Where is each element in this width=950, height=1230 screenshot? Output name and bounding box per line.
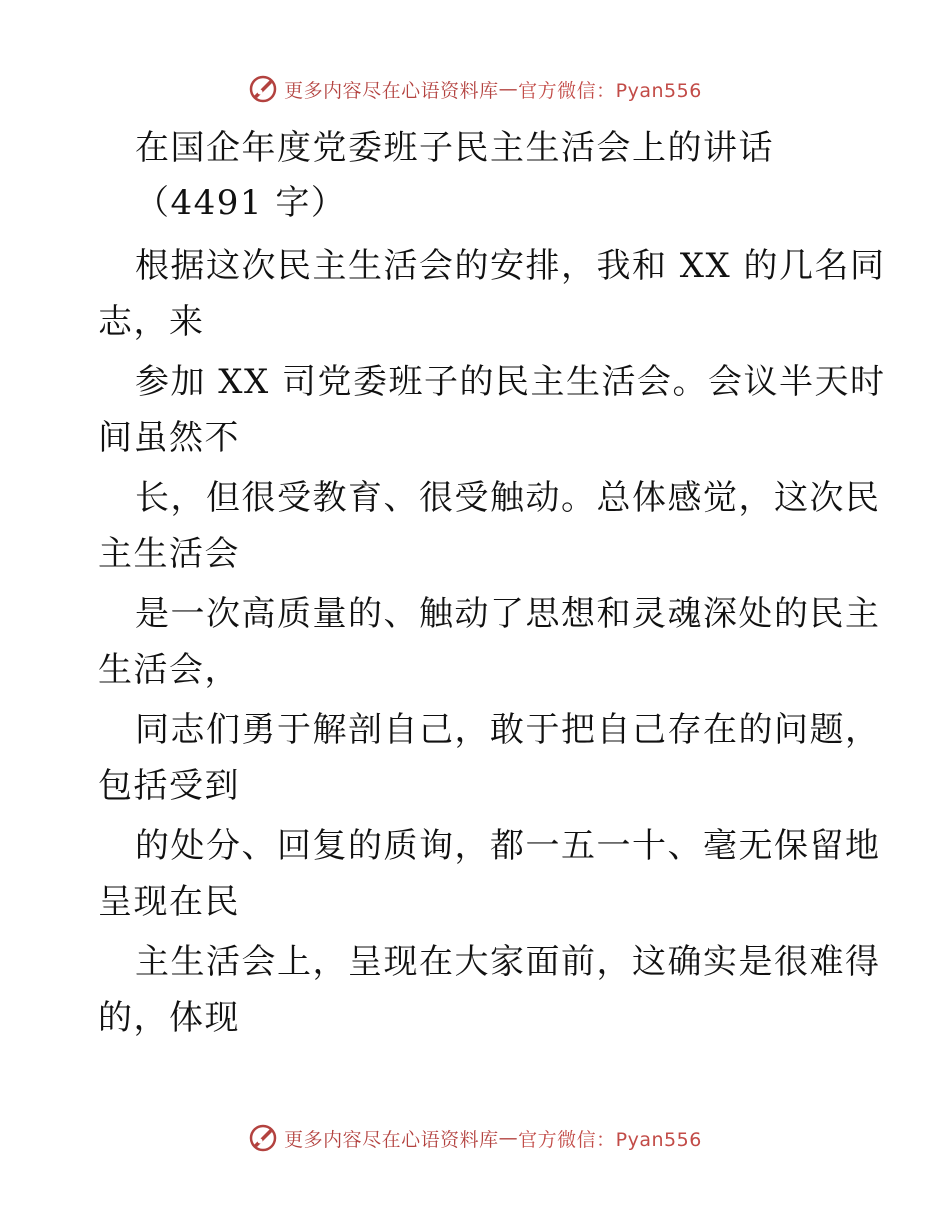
banner-text: 更多内容尽在心语资料库 — [284, 1128, 499, 1151]
banner-dash: — — [498, 78, 519, 100]
footer-banner — [0, 1123, 950, 1153]
paragraph-line: 志，来 — [98, 302, 205, 342]
paragraph-line: 包括受到 — [98, 766, 240, 806]
paragraph-line: 的，体现 — [98, 998, 240, 1038]
paragraph-line: 主生活会上，呈现在大家面前，这确实是很难得 — [135, 942, 881, 982]
paragraph-line: 根据这次民主生活会的安排，我和 XX 的几名同 — [135, 246, 886, 286]
paragraph-line: 参加 XX 司党委班子的民主生活会。会议半天时 — [135, 362, 886, 402]
banner-dash: — — [498, 1127, 519, 1149]
document-title: 在国企年度党委班子民主生活会上的讲话 — [135, 128, 774, 168]
paragraph-line: 同志们勇于解剖自己，敢于把自己存在的问题， — [135, 710, 881, 750]
paragraph-line: 间虽然不 — [98, 418, 240, 458]
banner-text: 更多内容尽在心语资料库 — [284, 79, 499, 102]
paragraph-line: 主生活会 — [98, 534, 240, 574]
word-count: （4491 字） — [135, 183, 347, 223]
paragraph-line: 呈现在民 — [98, 882, 240, 922]
banner-wechat: 官方微信：Pyan556 — [518, 1128, 702, 1151]
quill-pen-logo-icon — [248, 1123, 278, 1153]
paragraph-line: 是一次高质量的、触动了思想和灵魂深处的民主 — [135, 594, 881, 634]
paragraph-line: 生活会， — [98, 650, 240, 690]
paragraph-line: 的处分、回复的质询，都一五一十、毫无保留地 — [135, 826, 881, 866]
paragraph-line: 长，但很受教育、很受触动。总体感觉，这次民 — [135, 478, 881, 518]
quill-pen-logo-icon — [248, 74, 278, 104]
header-banner — [0, 74, 950, 104]
banner-wechat: 官方微信：Pyan556 — [518, 79, 702, 102]
